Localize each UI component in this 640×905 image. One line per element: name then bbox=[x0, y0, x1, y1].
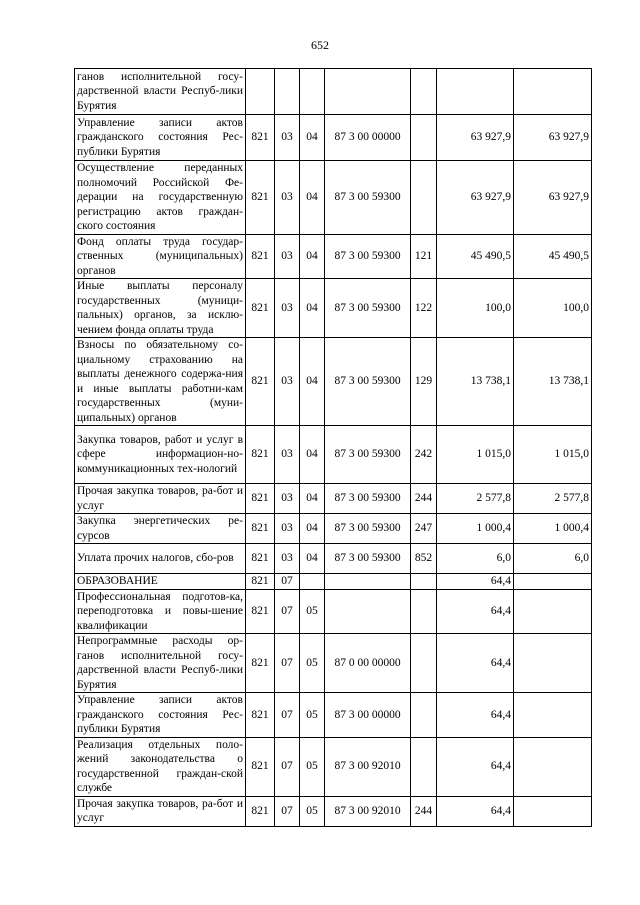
expense-type-code: 247 bbox=[411, 514, 437, 544]
subsection-code: 04 bbox=[300, 544, 325, 574]
section-code: 07 bbox=[275, 574, 300, 590]
subsection-code: 04 bbox=[300, 426, 325, 484]
amount-1: 64,4 bbox=[437, 574, 514, 590]
amount-2 bbox=[514, 693, 592, 738]
amount-2: 6,0 bbox=[514, 544, 592, 574]
section-code bbox=[275, 69, 300, 115]
table-body bbox=[75, 69, 592, 827]
amount-1: 100,0 bbox=[437, 279, 514, 338]
row-name: Закупка энергетических ре-сурсов bbox=[75, 514, 246, 544]
subsection-code: 05 bbox=[300, 796, 325, 826]
target-article-code: 87 3 00 00000 bbox=[325, 693, 411, 738]
target-article-code: 87 3 00 59300 bbox=[325, 426, 411, 484]
subsection-code: 04 bbox=[300, 161, 325, 235]
amount-2: 13 738,1 bbox=[514, 338, 592, 426]
expense-type-code: 852 bbox=[411, 544, 437, 574]
budget-table bbox=[74, 68, 592, 827]
table-row bbox=[75, 426, 592, 484]
table-row bbox=[75, 589, 592, 634]
subsection-code: 04 bbox=[300, 484, 325, 514]
subsection-code: 05 bbox=[300, 589, 325, 634]
amount-1: 45 490,5 bbox=[437, 234, 514, 279]
row-name: Реализация отдельных поло-жений законодательства о государственной граждан-ской службе bbox=[75, 737, 246, 796]
section-code: 07 bbox=[275, 737, 300, 796]
amount-2: 2 577,8 bbox=[514, 484, 592, 514]
subsection-code: 05 bbox=[300, 634, 325, 693]
target-article-code: 87 3 00 59300 bbox=[325, 514, 411, 544]
target-article-code: 87 3 00 59300 bbox=[325, 234, 411, 279]
expense-type-code: 129 bbox=[411, 338, 437, 426]
amount-1: 2 577,8 bbox=[437, 484, 514, 514]
row-name: Иные выплаты персоналу государственных (муници-пальных) органов, за исклю-чением фонда оплаты труда bbox=[75, 279, 246, 338]
section-code: 03 bbox=[275, 338, 300, 426]
target-article-code: 87 0 00 00000 bbox=[325, 634, 411, 693]
table-row bbox=[75, 484, 592, 514]
amount-1: 63 927,9 bbox=[437, 161, 514, 235]
table-row bbox=[75, 737, 592, 796]
amount-2: 63 927,9 bbox=[514, 115, 592, 161]
target-article-code: 87 3 00 59300 bbox=[325, 161, 411, 235]
section-code: 03 bbox=[275, 544, 300, 574]
amount-2: 45 490,5 bbox=[514, 234, 592, 279]
grbs-code: 821 bbox=[246, 338, 275, 426]
subsection-code bbox=[300, 69, 325, 115]
expense-type-code: 121 bbox=[411, 234, 437, 279]
grbs-code: 821 bbox=[246, 234, 275, 279]
row-name: ганов исполнительной госу-дарственной власти Респуб-лики Бурятия bbox=[75, 69, 246, 115]
row-name: Непрограммные расходы ор-ганов исполнительной госу-дарственной власти Респуб-лики Бурятия bbox=[75, 634, 246, 693]
expense-type-code: 242 bbox=[411, 426, 437, 484]
expense-type-code bbox=[411, 693, 437, 738]
grbs-code: 821 bbox=[246, 514, 275, 544]
amount-2 bbox=[514, 574, 592, 590]
section-code: 03 bbox=[275, 234, 300, 279]
section-code: 03 bbox=[275, 161, 300, 235]
target-article-code: 87 3 00 92010 bbox=[325, 737, 411, 796]
subsection-code: 04 bbox=[300, 279, 325, 338]
section-code: 07 bbox=[275, 796, 300, 826]
subsection-code: 05 bbox=[300, 693, 325, 738]
section-code: 07 bbox=[275, 634, 300, 693]
grbs-code: 821 bbox=[246, 161, 275, 235]
expense-type-code bbox=[411, 115, 437, 161]
target-article-code: 87 3 00 00000 bbox=[325, 115, 411, 161]
target-article-code: 87 3 00 59300 bbox=[325, 338, 411, 426]
grbs-code: 821 bbox=[246, 574, 275, 590]
subsection-code: 05 bbox=[300, 737, 325, 796]
table-row bbox=[75, 279, 592, 338]
expense-type-code bbox=[411, 737, 437, 796]
amount-1: 63 927,9 bbox=[437, 115, 514, 161]
expense-type-code: 244 bbox=[411, 796, 437, 826]
table-row bbox=[75, 234, 592, 279]
table-row bbox=[75, 69, 592, 115]
row-name: Взносы по обязательному со-циальному страхованию на выплаты денежного содержа-ния и иные выплаты работни-кам государственных (муни-ципальных) органов bbox=[75, 338, 246, 426]
amount-2: 1 000,4 bbox=[514, 514, 592, 544]
expense-type-code bbox=[411, 69, 437, 115]
table-row bbox=[75, 544, 592, 574]
grbs-code: 821 bbox=[246, 589, 275, 634]
grbs-code: 821 bbox=[246, 693, 275, 738]
section-code: 07 bbox=[275, 589, 300, 634]
row-name: Прочая закупка товаров, ра-бот и услуг bbox=[75, 484, 246, 514]
amount-1: 64,4 bbox=[437, 693, 514, 738]
table-row bbox=[75, 796, 592, 826]
grbs-code: 821 bbox=[246, 634, 275, 693]
section-code: 03 bbox=[275, 279, 300, 338]
row-name: Уплата прочих налогов, сбо-ров bbox=[75, 544, 246, 574]
table-row bbox=[75, 574, 592, 590]
amount-1: 1 015,0 bbox=[437, 426, 514, 484]
subsection-code: 04 bbox=[300, 234, 325, 279]
section-code: 07 bbox=[275, 693, 300, 738]
subsection-code: 04 bbox=[300, 115, 325, 161]
table-row bbox=[75, 693, 592, 738]
section-code: 03 bbox=[275, 514, 300, 544]
amount-1: 1 000,4 bbox=[437, 514, 514, 544]
table-row bbox=[75, 161, 592, 235]
row-name: Осуществление переданных полномочий Российской Фе-дерации на государственную регистрацию актов граждан-ского состояния bbox=[75, 161, 246, 235]
row-name: Профессиональная подготов-ка, переподготовка и повы-шение квалификации bbox=[75, 589, 246, 634]
grbs-code: 821 bbox=[246, 115, 275, 161]
page-number: 652 bbox=[311, 38, 329, 52]
subsection-code bbox=[300, 574, 325, 590]
amount-2: 1 015,0 bbox=[514, 426, 592, 484]
amount-2: 63 927,9 bbox=[514, 161, 592, 235]
row-name: Управление записи актов гражданского состояния Рес-публики Бурятия bbox=[75, 693, 246, 738]
amount-1: 6,0 bbox=[437, 544, 514, 574]
amount-2 bbox=[514, 737, 592, 796]
target-article-code: 87 3 00 59300 bbox=[325, 544, 411, 574]
row-name: Закупка товаров, работ и услуг в сфере информацион-но-коммуникационных тех-нологий bbox=[75, 426, 246, 484]
expense-type-code bbox=[411, 634, 437, 693]
amount-2 bbox=[514, 796, 592, 826]
section-code: 03 bbox=[275, 484, 300, 514]
grbs-code: 821 bbox=[246, 544, 275, 574]
grbs-code: 821 bbox=[246, 426, 275, 484]
expense-type-code: 244 bbox=[411, 484, 437, 514]
amount-1: 64,4 bbox=[437, 737, 514, 796]
amount-2 bbox=[514, 69, 592, 115]
target-article-code bbox=[325, 589, 411, 634]
section-code: 03 bbox=[275, 426, 300, 484]
expense-type-code bbox=[411, 589, 437, 634]
amount-2: 100,0 bbox=[514, 279, 592, 338]
target-article-code: 87 3 00 59300 bbox=[325, 484, 411, 514]
expense-type-code bbox=[411, 574, 437, 590]
grbs-code: 821 bbox=[246, 796, 275, 826]
target-article-code bbox=[325, 574, 411, 590]
amount-1: 64,4 bbox=[437, 589, 514, 634]
table-row bbox=[75, 514, 592, 544]
subsection-code: 04 bbox=[300, 514, 325, 544]
table-row bbox=[75, 634, 592, 693]
row-name: ОБРАЗОВАНИЕ bbox=[75, 574, 246, 590]
target-article-code: 87 3 00 59300 bbox=[325, 279, 411, 338]
amount-1: 64,4 bbox=[437, 634, 514, 693]
expense-type-code bbox=[411, 161, 437, 235]
amount-1: 13 738,1 bbox=[437, 338, 514, 426]
amount-1: 64,4 bbox=[437, 796, 514, 826]
row-name: Фонд оплаты труда государ-ственных (муниципальных) органов bbox=[75, 234, 246, 279]
target-article-code: 87 3 00 92010 bbox=[325, 796, 411, 826]
amount-2 bbox=[514, 589, 592, 634]
grbs-code: 821 bbox=[246, 737, 275, 796]
grbs-code bbox=[246, 69, 275, 115]
row-name: Управление записи актов гражданского состояния Рес-публики Бурятия bbox=[75, 115, 246, 161]
amount-1 bbox=[437, 69, 514, 115]
section-code: 03 bbox=[275, 115, 300, 161]
grbs-code: 821 bbox=[246, 279, 275, 338]
subsection-code: 04 bbox=[300, 338, 325, 426]
grbs-code: 821 bbox=[246, 484, 275, 514]
expense-type-code: 122 bbox=[411, 279, 437, 338]
amount-2 bbox=[514, 634, 592, 693]
table-row bbox=[75, 338, 592, 426]
table-row bbox=[75, 115, 592, 161]
target-article-code bbox=[325, 69, 411, 115]
row-name: Прочая закупка товаров, ра-бот и услуг bbox=[75, 796, 246, 826]
